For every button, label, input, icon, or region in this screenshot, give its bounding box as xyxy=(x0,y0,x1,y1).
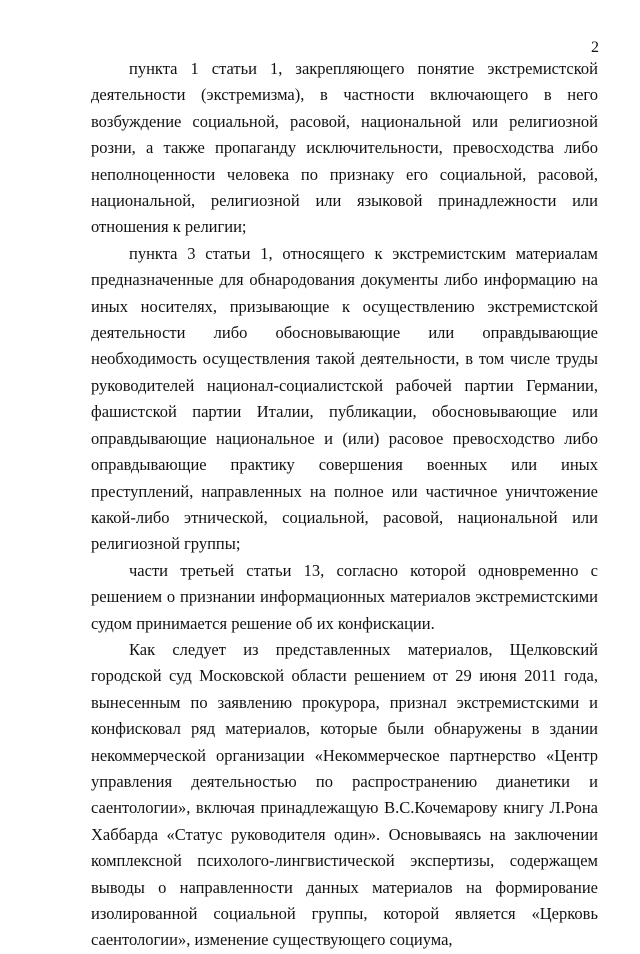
paragraph-article-13: части третьей статьи 13, согласно которой одновременно с решением о признании информационных материалов экстремистскими судом принимается решение об их конфискации. xyxy=(91,560,598,633)
paragraph-case-facts: Как следует из представленных материалов, Щелковский городской суд Московской области решением от 29 июня 2011 года, вынесенным по заявлению прокурора, признал экстремистскими и конфисковал ряд материалов, которые были обнаружены в здании некоммерческой организации «Некоммерческое партнерство «Центр управления деятельностью по распространению дианетики и саентологии», включая принадлежащую В.С.Кочемарову книгу Л.Рона Хаббарда «Статус руководителя один». Основываясь на заключении комплексной психолого-лингвистической экспертизы, содержащем выводы о направленности данных материалов на формирование изолированной социальной группы, которой является «Церковь саентологии», изменение существующего социума, xyxy=(91,639,598,950)
document-body xyxy=(91,56,598,954)
paragraph-clause-1-3: пункта 3 статьи 1, относящего к экстремистским материалам предназначенные для обнародования документы либо информацию на иных носителях, призывающие к осуществлению экстремистской деятельности либо обосновывающие или оправдывающие необходимость осуществления такой деятельности, в том числе труды руководителей национал-социалистской рабочей партии Германии, фашистской партии Италии, публикации, обосновывающие или оправдывающие национальное и (или) расовое превосходство либо оправдывающие практику совершения военных или иных преступлений, направленных на полное или частичное уничтожение какой-либо этнической, социальной, расовой, национальной или религиозной группы; xyxy=(91,243,598,554)
page-number: 2 xyxy=(591,39,599,56)
paragraph-clause-1-1: пункта 1 статьи 1, закрепляющего понятие экстремистской деятельности (экстремизма), в частности включающего в него возбуждение социальной, расовой, национальной или религиозной розни, а также пропаганду исключительности, превосходства либо неполноценности человека по признаку его социальной, расовой, национальной, религиозной или языковой принадлежности или отношения к религии; xyxy=(91,59,598,237)
